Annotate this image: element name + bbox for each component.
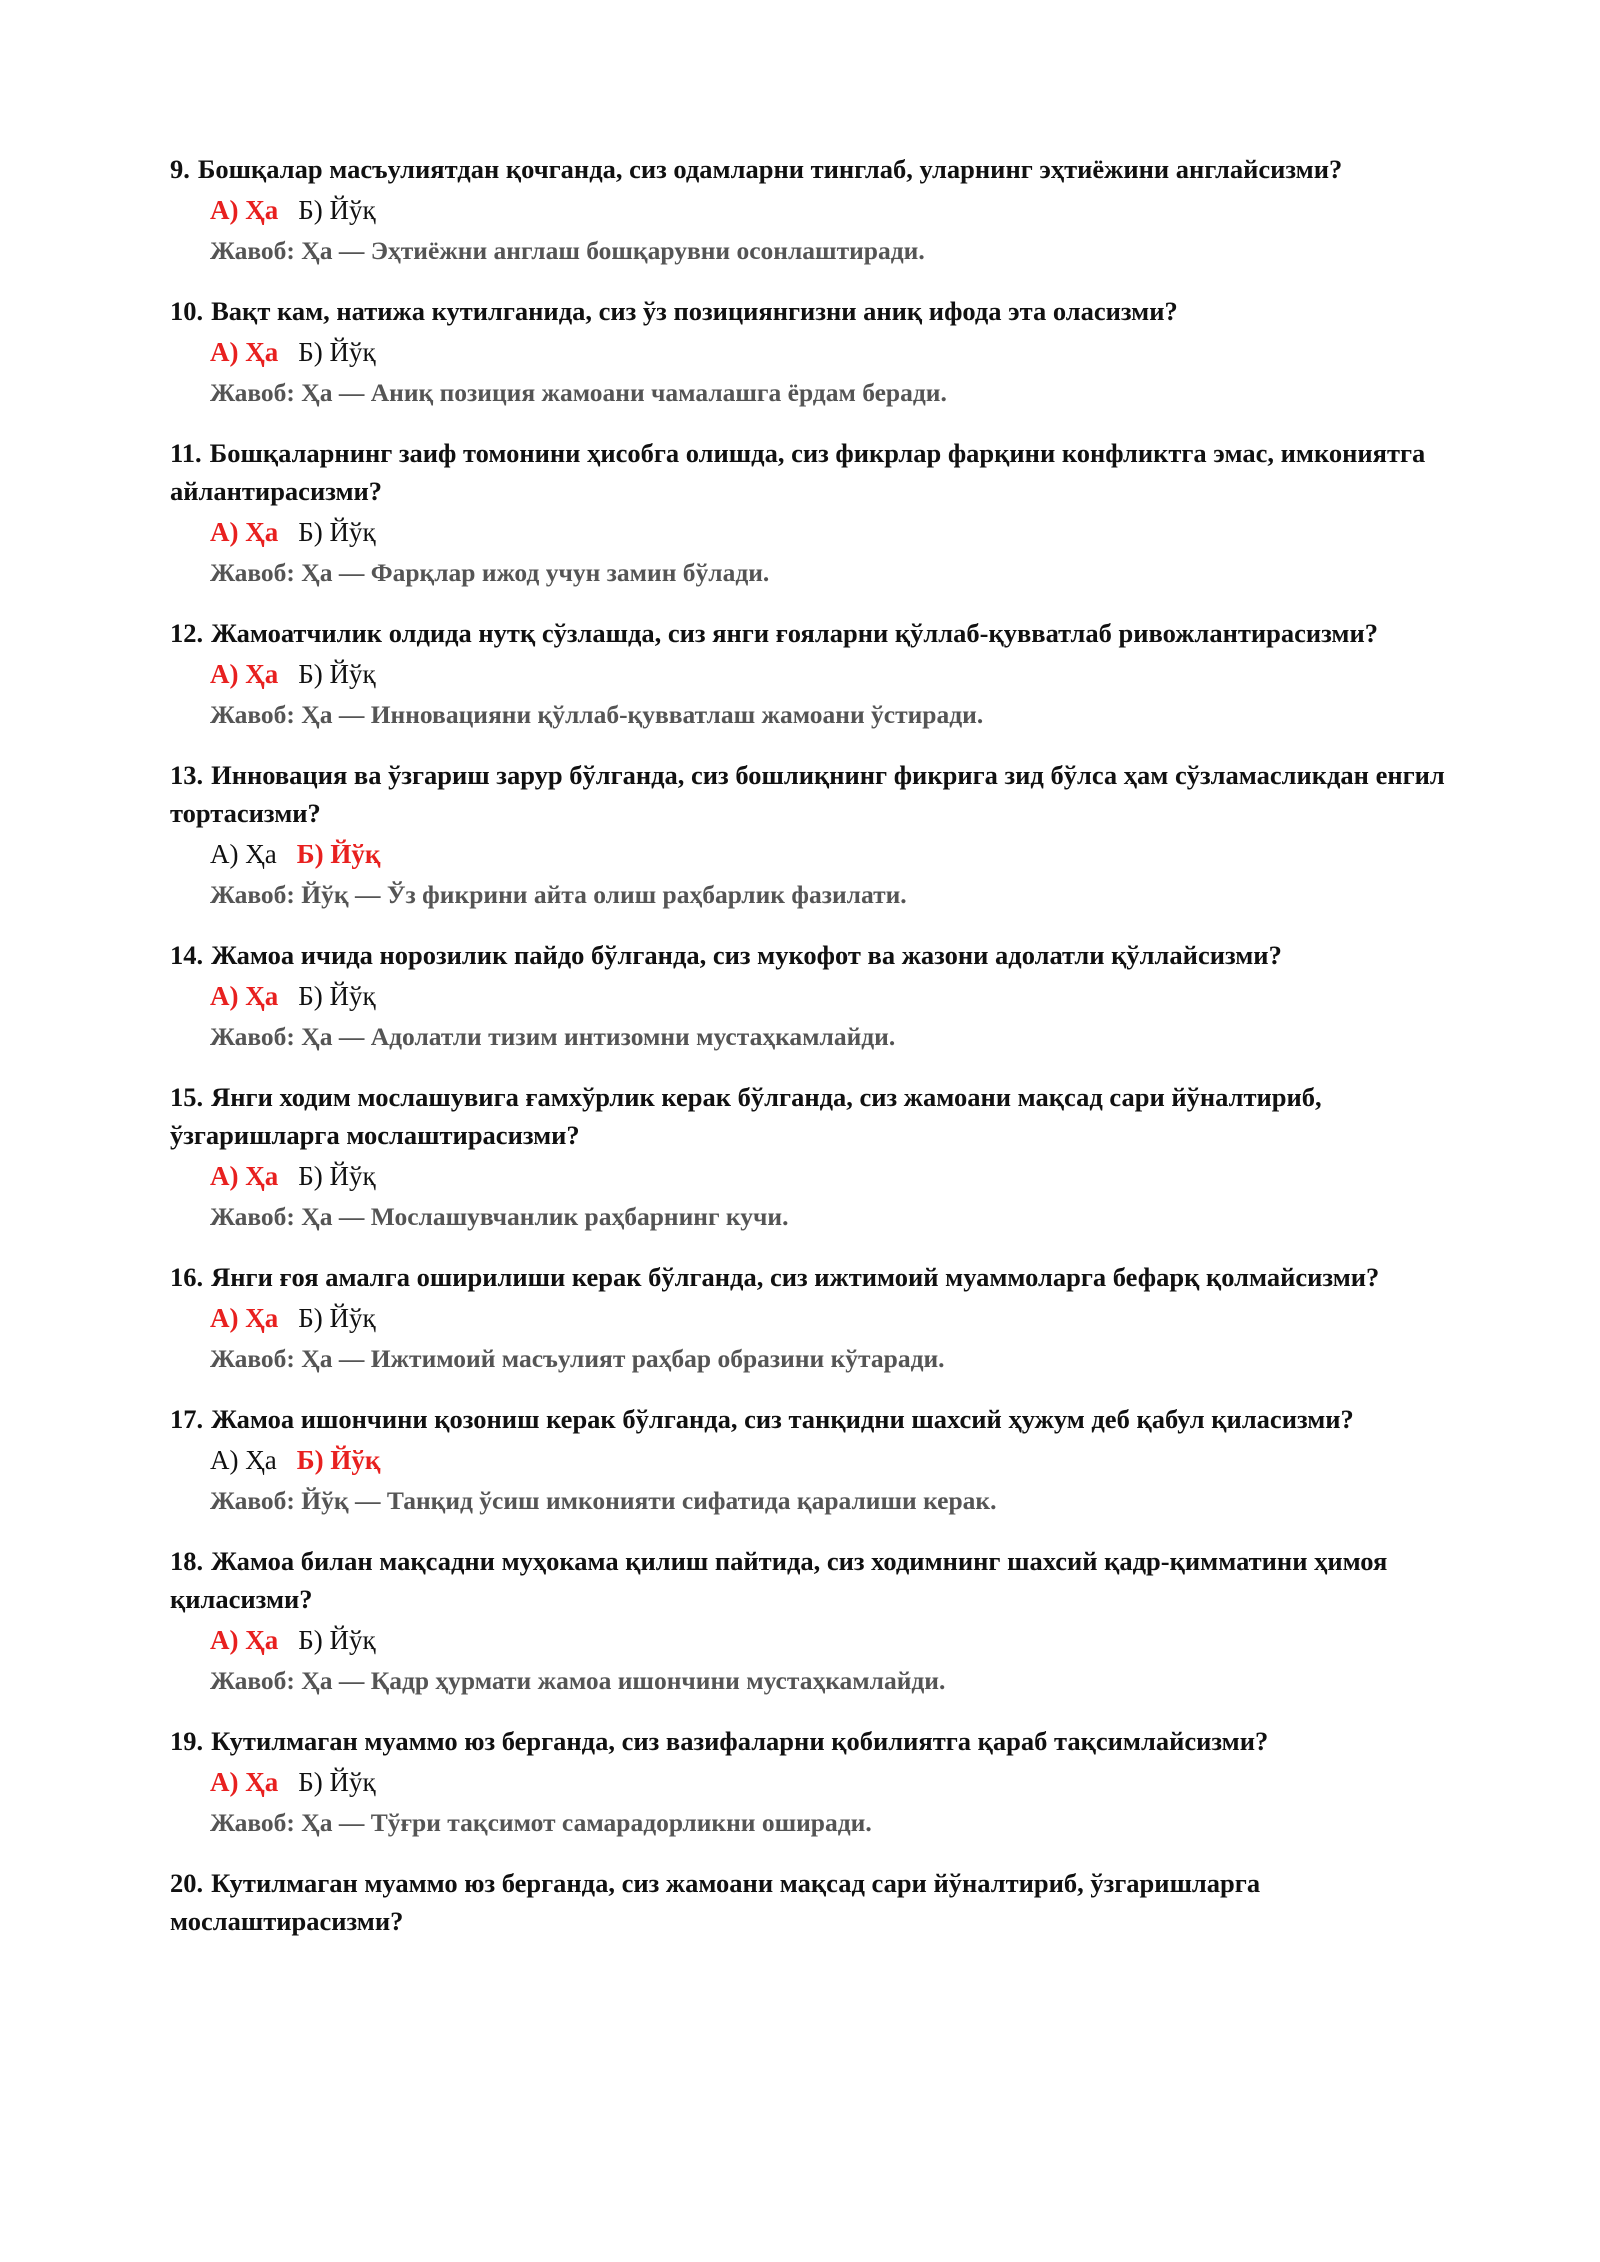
question-text [170,614,1450,652]
answer-label: Жавоб: [210,1666,295,1695]
question-text [170,1542,1450,1618]
question-item [170,1864,1450,1940]
answer-label: Жавоб: [210,1344,295,1373]
question-body: Бошқаларнинг заиф томонини ҳисобга олишда, сиз фикрлар фарқини конфликтга эмас, имкониятга айлантирасизми? [170,438,1426,506]
question-body: Янги ходим мослашувига ғамхўрлик керак бўлганда, сиз жамоани мақсад сари йўналтириб, ўзгаришларга мослаштирасизми? [170,1082,1322,1150]
question-number: 15. [170,1082,204,1112]
answer-options [210,1440,1450,1480]
answer-line [210,1018,1450,1056]
answer-options [210,332,1450,372]
answer-options [210,654,1450,694]
question-text [170,434,1450,510]
question-item [170,292,1450,412]
answer-options [210,834,1450,874]
question-body: Жамоатчилик олдида нутқ сўзлашда, сиз янги ғояларни қўллаб-қувватлаб ривожлантирасизми? [211,618,1378,648]
answer-text: Ҳа — Аниқ позиция жамоани чамалашга ёрдам беради. [301,378,947,407]
question-item [170,1400,1450,1520]
option-b: Б) Йўқ [298,1767,376,1797]
answer-text: Ҳа — Қадр ҳурмати жамоа ишончини мустаҳкамлайди. [301,1666,946,1695]
question-number: 13. [170,760,204,790]
question-list [170,150,1450,1940]
answer-options [210,976,1450,1016]
question-item [170,434,1450,592]
answer-options [210,1620,1450,1660]
question-body: Кутилмаган муаммо юз берганда, сиз жамоани мақсад сари йўналтириб, ўзгаришларга мослаштирасизми? [170,1868,1261,1936]
answer-text: Ҳа — Эҳтиёжни англаш бошқарувни осонлаштиради. [301,236,925,265]
answer-label: Жавоб: [210,236,295,265]
question-text [170,1400,1450,1438]
answer-options [210,512,1450,552]
question-body: Кутилмаган муаммо юз берганда, сиз вазифаларни қобилиятга қараб тақсимлайсизми? [211,1726,1269,1756]
question-item [170,150,1450,270]
question-body: Инновация ва ўзгариш зарур бўлганда, сиз бошлиқнинг фикрига зид бўлса ҳам сўзламасликдан енгил тортасизми? [170,760,1445,828]
answer-line [210,1198,1450,1236]
answer-label: Жавоб: [210,880,295,909]
option-b: Б) Йўқ [298,1161,376,1191]
question-body: Жамоа ичида норозилик пайдо бўлганда, сиз мукофот ва жазони адолатли қўллайсизми? [211,940,1282,970]
question-item [170,936,1450,1056]
question-text [170,1258,1450,1296]
option-b: Б) Йўқ [298,337,376,367]
question-number: 14. [170,940,204,970]
answer-text: Ҳа — Инновацияни қўллаб-қувватлаш жамоани ўстиради. [301,700,984,729]
answer-line [210,696,1450,734]
question-number: 11. [170,438,202,468]
option-a: А) Ҳа [210,1445,277,1475]
question-body: Жамоа ишончини қозониш керак бўлганда, сиз танқидни шахсий ҳужум деб қабул қиласизми? [211,1404,1354,1434]
answer-line [210,232,1450,270]
question-text [170,756,1450,832]
option-a: А) Ҳа [210,839,277,869]
option-b: Б) Йўқ [298,195,376,225]
answer-line [210,374,1450,412]
option-b: Б) Йўқ [298,1625,376,1655]
answer-line [210,876,1450,914]
answer-text: Ҳа — Мослашувчанлик раҳбарнинг кучи. [301,1202,789,1231]
question-item [170,1258,1450,1378]
answer-options [210,1156,1450,1196]
answer-label: Жавоб: [210,1022,295,1051]
question-item [170,614,1450,734]
option-a: А) Ҳа [210,337,279,367]
option-a: А) Ҳа [210,1161,279,1191]
option-b: Б) Йўқ [296,839,381,869]
answer-line [210,1340,1450,1378]
option-a: А) Ҳа [210,517,279,547]
question-text [170,1722,1450,1760]
answer-line [210,1662,1450,1700]
question-body: Бошқалар масъулиятдан қочганда, сиз одамларни тинглаб, уларнинг эҳтиёжини англайсизми? [197,154,1343,184]
answer-options [210,1762,1450,1802]
question-number: 16. [170,1262,204,1292]
option-b: Б) Йўқ [298,1303,376,1333]
answer-text: Йўқ — Ўз фикрини айта олиш раҳбарлик фазилати. [301,880,907,909]
option-a: А) Ҳа [210,1303,279,1333]
question-number: 20. [170,1868,204,1898]
question-text [170,936,1450,974]
answer-label: Жавоб: [210,1808,295,1837]
question-number: 10. [170,296,204,326]
answer-label: Жавоб: [210,1486,295,1515]
option-a: А) Ҳа [210,1625,279,1655]
question-number: 12. [170,618,204,648]
answer-label: Жавоб: [210,558,295,587]
question-body: Жамоа билан мақсадни муҳокама қилиш пайтида, сиз ходимнинг шахсий қадр-қимматини ҳимоя қиласизми? [170,1546,1388,1614]
question-text [170,292,1450,330]
answer-line [210,554,1450,592]
answer-label: Жавоб: [210,1202,295,1231]
option-b: Б) Йўқ [296,1445,381,1475]
option-a: А) Ҳа [210,195,279,225]
question-item [170,756,1450,914]
answer-text: Ҳа — Ижтимоий масъулият раҳбар образини кўтаради. [301,1344,945,1373]
option-b: Б) Йўқ [298,517,376,547]
question-text [170,1864,1450,1940]
option-a: А) Ҳа [210,1767,279,1797]
question-number: 18. [170,1546,204,1576]
question-text [170,1078,1450,1154]
answer-text: Ҳа — Тўғри тақсимот самарадорликни оширади. [301,1808,872,1837]
answer-text: Ҳа — Фарқлар ижод учун замин бўлади. [301,558,770,587]
answer-line [210,1482,1450,1520]
question-item [170,1722,1450,1842]
question-body: Вақт кам, натижа кутилганида, сиз ўз позициянгизни аниқ ифода эта оласизми? [211,296,1178,326]
option-b: Б) Йўқ [298,981,376,1011]
answer-options [210,1298,1450,1338]
answer-line [210,1804,1450,1842]
answer-options [210,190,1450,230]
question-number: 17. [170,1404,204,1434]
question-number: 9. [170,154,190,184]
answer-label: Жавоб: [210,700,295,729]
answer-label: Жавоб: [210,378,295,407]
question-number: 19. [170,1726,204,1756]
option-b: Б) Йўқ [298,659,376,689]
question-item [170,1078,1450,1236]
question-body: Янги ғоя амалга оширилиши керак бўлганда, сиз ижтимоий муаммоларга бефарқ қолмайсизми? [211,1262,1380,1292]
option-a: А) Ҳа [210,981,279,1011]
option-a: А) Ҳа [210,659,279,689]
answer-text: Ҳа — Адолатли тизим интизомни мустаҳкамлайди. [301,1022,896,1051]
answer-text: Йўқ — Танқид ўсиш имконияти сифатида қаралиши керак. [301,1486,997,1515]
question-item [170,1542,1450,1700]
question-text [170,150,1450,188]
